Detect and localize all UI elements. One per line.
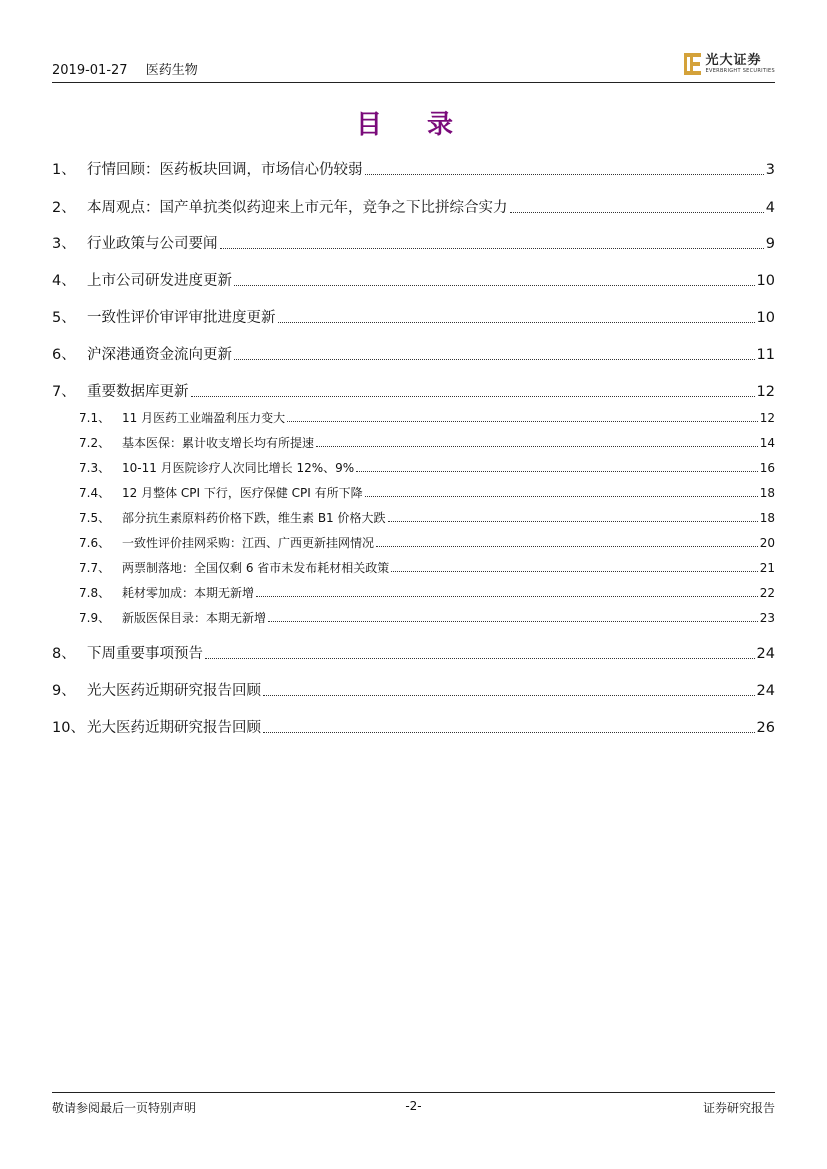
toc-entry[interactable]: [52, 434, 775, 452]
everbright-logo-icon: [684, 53, 702, 75]
toc-entry-title[interactable]: 12 月整体 CPI 下行，医疗保健 CPI 有所下降: [122, 486, 363, 500]
toc-entry-page[interactable]: 23: [759, 611, 775, 625]
toc-entry-title[interactable]: 10-11 月医院诊疗人次同比增长 12%、9%: [122, 461, 355, 475]
toc-entry[interactable]: [52, 484, 775, 502]
toc-entry[interactable]: [52, 380, 775, 402]
toc-entry[interactable]: [52, 716, 775, 738]
toc-entry[interactable]: [52, 232, 775, 254]
toc-entry-page[interactable]: 20: [759, 536, 775, 550]
toc-entry-title[interactable]: 沪深港通资金流向更新: [87, 347, 232, 363]
toc-dot-leader: [365, 174, 764, 175]
toc-dot-leader: [391, 571, 757, 572]
toc-entry-title[interactable]: 11 月医药工业端盈利压力变大: [122, 411, 286, 425]
toc-dot-leader: [278, 322, 755, 323]
toc-dot-leader: [234, 359, 755, 360]
toc-entry-title[interactable]: 一致性评价挂网采购：江西、广西更新挂网情况: [122, 536, 375, 550]
toc-dot-leader: [256, 596, 758, 597]
toc-entry-page[interactable]: 26: [756, 720, 775, 736]
toc-entry-number: 3、: [52, 236, 76, 252]
toc-entry[interactable]: [52, 269, 775, 291]
toc-entry-number: 7、: [52, 384, 76, 400]
toc-entry-number: 8、: [52, 646, 76, 662]
toc-dot-leader: [376, 546, 758, 547]
toc-entry-title[interactable]: 新版医保目录：本期无新增: [122, 611, 267, 625]
toc-entry-number: 7.1、: [79, 411, 111, 425]
toc-entry-page[interactable]: 21: [759, 561, 775, 575]
toc-entry-number: 7.9、: [79, 611, 111, 625]
toc-entry-number: 7.5、: [79, 511, 111, 525]
toc-entry-title[interactable]: 耗材零加成：本期无新增: [122, 586, 255, 600]
toc-dot-leader: [287, 421, 758, 422]
toc-dot-leader: [263, 695, 755, 696]
toc-entry-number: 7.7、: [79, 561, 111, 575]
toc-entry[interactable]: [52, 559, 775, 577]
toc-entry-page[interactable]: 16: [759, 461, 775, 475]
toc-entry[interactable]: [52, 534, 775, 552]
toc-entry-number: 10、: [52, 720, 85, 736]
toc-entry-title[interactable]: 一致性评价审评审批进度更新: [87, 310, 276, 326]
toc-entry-number: 4、: [52, 273, 76, 289]
logo-name: 光大证券: [705, 53, 762, 68]
toc-entry-number: 9、: [52, 683, 76, 699]
toc-entry-page[interactable]: 10: [756, 310, 775, 326]
toc-entry-page[interactable]: 12: [756, 384, 775, 400]
footer-doc-type: 证券研究报告: [702, 1101, 775, 1115]
toc-entry-title[interactable]: 重要数据库更新: [87, 384, 189, 400]
toc-entry-title[interactable]: 部分抗生素原料药价格下跌，维生素 B1 价格大跌: [122, 511, 386, 525]
toc-entry-number: 7.4、: [79, 486, 111, 500]
toc-entry-title[interactable]: 下周重要事项预告: [87, 646, 203, 662]
page-header: [52, 52, 775, 83]
toc-entry-page[interactable]: 4: [765, 200, 775, 216]
toc-entry-page[interactable]: 24: [756, 683, 775, 699]
toc-dot-leader: [356, 471, 758, 472]
page-footer: [52, 1092, 775, 1119]
toc-entry-number: 6、: [52, 347, 76, 363]
toc-dot-leader: [388, 521, 758, 522]
toc-entry-title[interactable]: 行业政策与公司要闻: [87, 236, 218, 252]
toc-entry-title[interactable]: 上市公司研发进度更新: [87, 273, 232, 289]
toc-dot-leader: [510, 212, 764, 213]
toc-entry-number: 7.8、: [79, 586, 111, 600]
company-logo: [684, 51, 775, 77]
toc-entry-page[interactable]: 22: [759, 586, 775, 600]
toc-entry[interactable]: [52, 196, 775, 218]
toc-entry-number: 5、: [52, 310, 76, 326]
toc-dot-leader: [205, 658, 755, 659]
footer-page-number: -2-: [405, 1099, 422, 1113]
toc-entry[interactable]: [52, 158, 775, 180]
logo-subtitle: EVERBRIGHT SECURITIES: [705, 68, 775, 74]
toc-entry-title[interactable]: 光大医药近期研究报告回顾: [87, 683, 261, 699]
toc-entry-page[interactable]: 9: [765, 236, 775, 252]
toc-entry-number: 2、: [52, 200, 76, 216]
toc-dot-leader: [268, 621, 758, 622]
toc-entry-number: 1、: [52, 162, 76, 178]
toc-entry[interactable]: [52, 459, 775, 477]
toc-entry-page[interactable]: 3: [765, 162, 775, 178]
toc-entry[interactable]: [52, 409, 775, 427]
toc-entry-number: 7.6、: [79, 536, 111, 550]
header-info: [52, 59, 198, 78]
toc-entry-title[interactable]: 基本医保：累计收支增长均有所提速: [122, 436, 315, 450]
toc-title: 目 录: [355, 110, 472, 140]
toc-dot-leader: [234, 285, 755, 286]
toc-entry-page[interactable]: 24: [756, 646, 775, 662]
toc-dot-leader: [191, 396, 755, 397]
toc-entry[interactable]: [52, 642, 775, 664]
toc-entry-page[interactable]: 14: [759, 436, 775, 450]
toc-entry-page[interactable]: 18: [759, 511, 775, 525]
report-date: 2019-01-27: [52, 63, 128, 78]
toc-entry-page[interactable]: 10: [756, 273, 775, 289]
report-sector: 医药生物: [145, 63, 198, 78]
toc-dot-leader: [365, 496, 758, 497]
toc-dot-leader: [263, 732, 755, 733]
toc-dot-leader: [316, 446, 758, 447]
toc-entry[interactable]: [52, 343, 775, 365]
toc-entry-page[interactable]: 12: [759, 411, 775, 425]
footer-disclaimer: 敬请参阅最后一页特别声明: [52, 1101, 197, 1115]
toc-entry-title[interactable]: 行情回顾：医药板块回调，市场信心仍较弱: [87, 162, 363, 178]
toc-entry[interactable]: [52, 306, 775, 328]
toc-entry[interactable]: [52, 679, 775, 701]
toc-entry-page[interactable]: 18: [759, 486, 775, 500]
toc-entry[interactable]: [52, 584, 775, 602]
toc-dot-leader: [220, 248, 764, 249]
toc-entry-title[interactable]: 两票制落地：全国仅剩 6 省市未发布耗材相关政策: [122, 561, 390, 575]
toc-entry-title[interactable]: 本周观点：国产单抗类似药迎来上市元年，竞争之下比拼综合实力: [87, 200, 508, 216]
toc-entry-number: 7.3、: [79, 461, 111, 475]
toc-entry-page[interactable]: 11: [756, 347, 775, 363]
toc-entry-title[interactable]: 光大医药近期研究报告回顾: [87, 720, 261, 736]
toc-entry-number: 7.2、: [79, 436, 111, 450]
toc-entry[interactable]: [52, 509, 775, 527]
toc-entry[interactable]: [52, 609, 775, 627]
